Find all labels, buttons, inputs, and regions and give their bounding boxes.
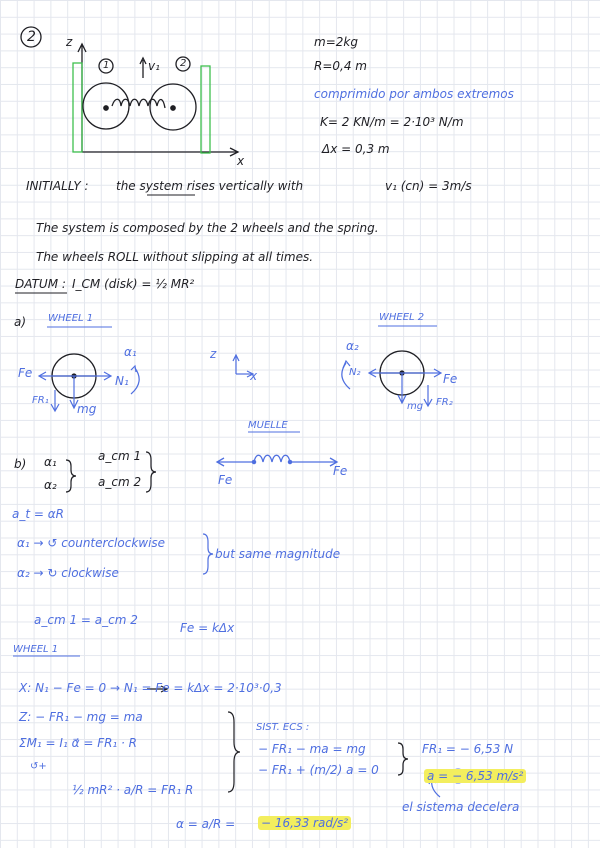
system-eq-1: − FR₁ − ma = mg <box>258 742 366 756</box>
left-wall <box>73 63 82 152</box>
system-title: SIST. ECS : <box>256 722 310 733</box>
w2-mg-label: mg <box>407 401 424 412</box>
same-magnitude-note: but same magnitude <box>215 547 341 561</box>
result-acceleration-value: − 6,53 m/s² <box>452 769 524 783</box>
initially-text: the system rises vertically with <box>116 179 304 193</box>
spring-constant-given: K= 2 KN/m = 2·10³ N/m <box>320 115 464 129</box>
z-axis-label: z <box>66 35 73 49</box>
w1-alpha-label: α₁ <box>124 345 137 359</box>
initially-label: INITIALLY : <box>26 179 89 193</box>
w1-fe-label: Fe <box>18 366 33 380</box>
spring-coil <box>112 99 165 108</box>
direction-brace <box>203 534 213 574</box>
result-acceleration <box>424 769 526 783</box>
radius-given: R=0,4 m <box>314 59 367 73</box>
part-b-alpha2: α₂ <box>44 478 57 492</box>
muelle-spring <box>217 455 337 466</box>
small-z-label: z <box>210 347 217 361</box>
compression-given: Δx = 0,3 m <box>322 142 390 156</box>
w2-alpha-label: α₂ <box>346 339 359 353</box>
eq-x: X: N₁ − Fe = 0 → N₁ = Fe = kΔx = 2·10³·0,3 <box>19 681 282 695</box>
compressed-note: comprimido por ambos extremos <box>314 87 514 101</box>
w2-fe-label: Fe <box>443 372 458 386</box>
part-b-alpha1: α₁ <box>44 455 57 469</box>
wheel-2-number: 2 <box>180 58 187 69</box>
small-x-label: x <box>250 369 258 383</box>
initial-velocity: v₁ (cn) = 3m/s <box>385 179 472 193</box>
part-b-acm1: a_cm 1 <box>98 449 142 463</box>
velocity-label: v₁ <box>148 59 160 73</box>
right-wall <box>201 66 210 153</box>
muelle-title: MUELLE <box>248 420 288 431</box>
statement-2: The wheels ROLL without slipping at all times. <box>36 250 314 264</box>
spring-force-eq: Fe = kΔx <box>180 621 235 635</box>
acm-equality: a_cm 1 = a_cm 2 <box>34 613 138 627</box>
eq-simplified: ½ mR² · a/R = FR₁ R <box>72 783 194 797</box>
datum-formula: I_CM (disk) = ½ MR² <box>72 277 195 291</box>
problem-number: 2 <box>27 29 36 45</box>
part-b-acm2: a_cm 2 <box>98 475 142 489</box>
eq-moment: ΣM₁ = I₁ α⃗ = FR₁ · R <box>19 736 138 750</box>
eq-moment-sign: ↺+ <box>30 761 47 772</box>
mass-given: m=2kg <box>314 35 358 49</box>
wheel-2-title: WHEEL 2 <box>379 312 425 323</box>
decelerate-note: el sistema decelera <box>402 800 520 814</box>
tangential-eq: a_t = αR <box>12 507 64 521</box>
result-friction: FR₁ = − 6,53 N <box>422 742 514 756</box>
wheel-1-section-title: WHEEL 1 <box>13 644 59 655</box>
system-eq-2: − FR₁ + (m/2) a = 0 <box>258 763 379 777</box>
eq-z: Z: − FR₁ − mg = ma <box>19 710 143 724</box>
muelle-fe-left: Fe <box>218 473 233 487</box>
statement-1: The system is composed by the 2 wheels and the spring. <box>36 221 379 235</box>
alpha2-direction: α₂ → ↻ clockwise <box>17 566 119 580</box>
wheel-1-number: 1 <box>103 60 110 71</box>
w1-fr-label: FR₁ <box>32 395 49 406</box>
w2-fr-label: FR₂ <box>436 397 453 408</box>
wheel-1-center <box>104 106 108 110</box>
w1-mg-label: mg <box>77 402 97 416</box>
wheel-2-center <box>171 106 175 110</box>
part-b-label: b) <box>14 457 27 471</box>
w1-n-label: N₁ <box>115 374 129 388</box>
part-a-label: a) <box>14 315 27 329</box>
result-acceleration-prefix: a = <box>427 769 449 783</box>
w2-n-label: N₂ <box>349 367 361 378</box>
datum-label: DATUM : <box>15 277 66 291</box>
final-alpha-eq: α = a/R = <box>176 817 236 831</box>
alpha1-direction: α₁ → ↺ counterclockwise <box>17 536 166 550</box>
muelle-fe-right: Fe <box>333 464 348 478</box>
x-axis-label: x <box>237 154 245 168</box>
final-alpha-value: − 16,33 rad/s² <box>258 816 351 830</box>
wheel-1-title: WHEEL 1 <box>48 313 94 324</box>
